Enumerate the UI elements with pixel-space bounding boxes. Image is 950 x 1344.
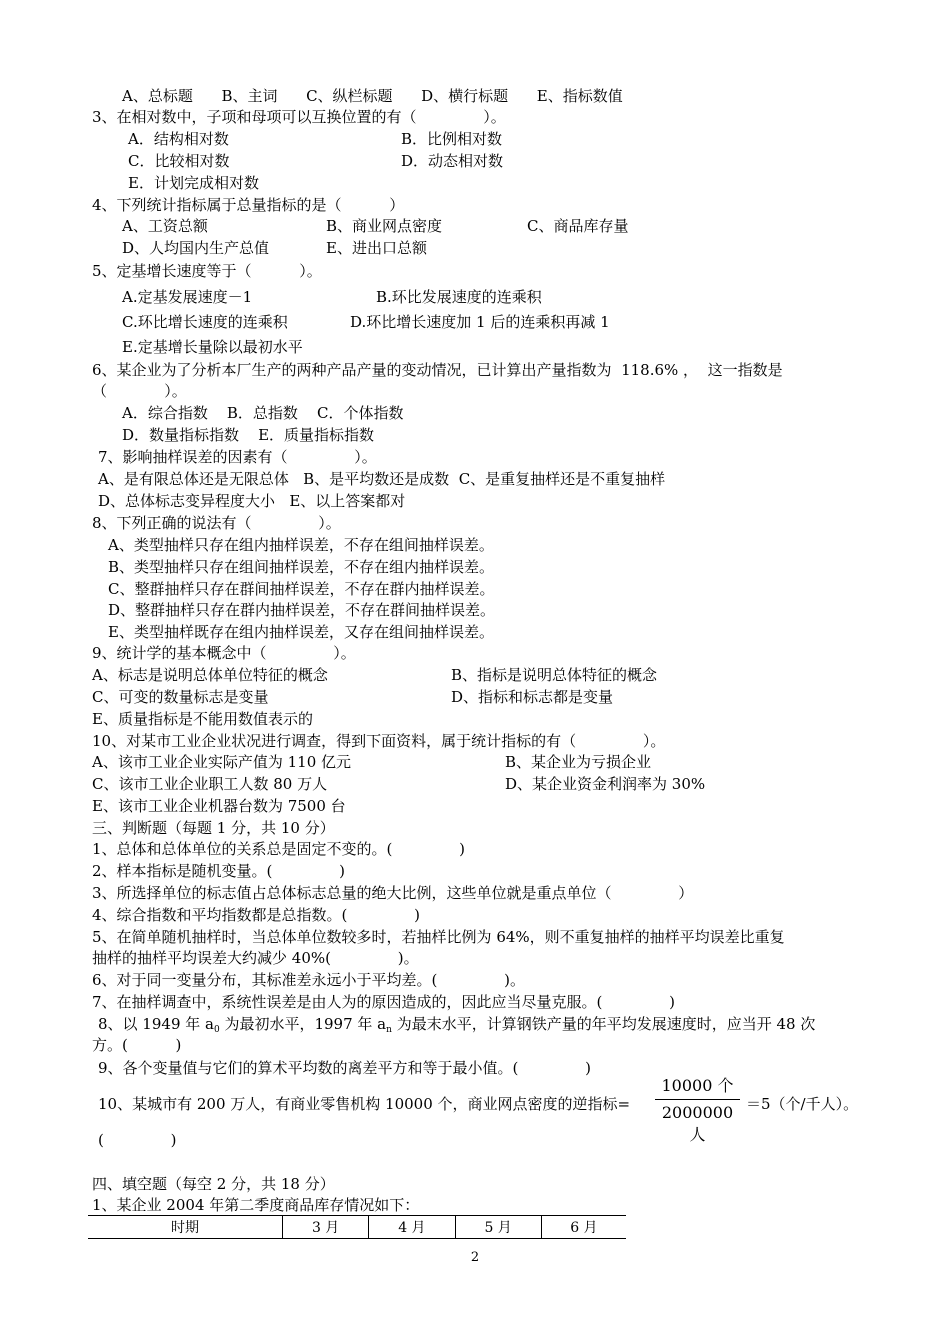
q4-option-d: D、人均国内生产总值 — [122, 239, 270, 257]
tf-10-result: ＝5（个/千人）。 — [746, 1095, 859, 1113]
fraction-numerator: 10000 个 — [655, 1073, 740, 1100]
q3-option-b: B．比例相对数 — [401, 130, 503, 148]
q10-stem: 10、对某市工业企业状况进行调查，得到下面资料，属于统计指标的有（ ）。 — [92, 732, 666, 750]
q8-option-c: C、整群抽样只存在群间抽样误差，不存在群内抽样误差。 — [108, 580, 495, 598]
table-header-cell: 时期 — [88, 1216, 283, 1239]
q9-option-a: A、标志是说明总体单位特征的概念 — [92, 666, 328, 684]
q6-options-1: A．综合指数 B．总指数 C．个体指数 — [122, 404, 404, 422]
q7-options-1: A、是有限总体还是无限总体 B、是平均数还是成数 C、是重复抽样还是不重复抽样 — [98, 470, 666, 488]
table-header-cell: 4 月 — [369, 1216, 455, 1239]
q9-option-b: B、指标是说明总体特征的概念 — [451, 666, 658, 684]
q7-options-2: D、总体标志变异程度大小 E、以上答案都对 — [98, 492, 406, 510]
q3-option-e: E．计划完成相对数 — [128, 174, 259, 192]
q5-option-c: C.环比增长速度的连乘积 — [122, 313, 288, 331]
tf-5-line1: 5、在简单随机抽样时，当总体单位数较多时，若抽样比例为 64%，则不重复抽样的抽样平均误差比重复 — [92, 928, 785, 946]
tf-10-text: 10、某城市有 200 万人，有商业零售机构 10000 个，商业网点密度的逆指标= — [98, 1095, 631, 1113]
tf-5-line2: 抽样的抽样平均误差大约减少 40%( )。 — [92, 949, 419, 967]
inventory-table — [88, 1215, 626, 1239]
tf-10-fraction — [655, 1073, 740, 1145]
table-header-cell: 3 月 — [283, 1216, 369, 1239]
q4-option-c: C、商品库存量 — [527, 217, 629, 235]
section-4-heading: 四、填空题（每空 2 分，共 18 分） — [92, 1175, 335, 1193]
q5-option-e: E.定基增长量除以最初水平 — [122, 338, 303, 356]
tf-7: 7、在抽样调查中，系统性误差是由人为的原因造成的，因此应当尽量克服。( ) — [92, 993, 676, 1011]
table-header-cell: 6 月 — [541, 1216, 626, 1239]
q10-option-e: E、该市工业企业机器台数为 7500 台 — [92, 797, 346, 815]
q3-option-c: C．比较相对数 — [128, 152, 230, 170]
q8-option-d: D、整群抽样只存在群内抽样误差，不存在群间抽样误差。 — [108, 601, 496, 619]
q5-option-a: A.定基发展速度－1 — [122, 288, 253, 306]
q8-option-b: B、类型抽样只存在组间抽样误差，不存在组内抽样误差。 — [108, 558, 495, 576]
q9-option-e: E、质量指标是不能用数值表示的 — [92, 710, 313, 728]
tf-2: 2、样本指标是随机变量。( ) — [92, 862, 346, 880]
q3-stem: 3、在相对数中，子项和母项可以互换位置的有（ ）。 — [92, 108, 506, 126]
tf-4: 4、综合指数和平均指数都是总指数。( ) — [92, 906, 421, 924]
q4-option-b: B、商业网点密度 — [326, 217, 443, 235]
q10-option-a: A、该市工业企业实际产值为 110 亿元 — [92, 753, 352, 771]
tf-8-line1: 8、以 1949 年 $a_0$ 为最初水平，1997 年 $a_n$ 为最末水平，计算钢铁产量的年平均发展速度时，应当开 48 次 — [98, 1015, 816, 1035]
q9-option-d: D、指标和标志都是变量 — [451, 688, 614, 706]
tf-3: 3、所选择单位的标志值占总体标志总量的绝大比例，这些单位就是重点单位（ ） — [92, 884, 694, 902]
q9-option-c: C、可变的数量标志是变量 — [92, 688, 269, 706]
q10-option-d: D、某企业资金利润率为 30% — [505, 775, 706, 793]
tf-6: 6、对于同一变量分布，其标准差永远小于平均差。( )。 — [92, 971, 526, 989]
q9-stem: 9、统计学的基本概念中（ ）。 — [92, 644, 356, 662]
q8-option-a: A、类型抽样只存在组内抽样误差，不存在组间抽样误差。 — [108, 536, 494, 554]
tf-1: 1、总体和总体单位的关系总是固定不变的。( ) — [92, 840, 466, 858]
q10-option-c: C、该市工业企业职工人数 80 万人 — [92, 775, 328, 793]
tf-8-line2: 方。( ) — [92, 1036, 182, 1054]
q5-option-d: D.环比增长速度加 1 后的连乘积再减 1 — [350, 313, 610, 331]
q7-stem: 7、影响抽样误差的因素有（ ）。 — [98, 448, 377, 466]
q3-option-d: D．动态相对数 — [401, 152, 504, 170]
table-header-cell: 5 月 — [455, 1216, 541, 1239]
q6-stem: 6、某企业为了分析本厂生产的两种产品产量的变动情况，已计算出产量指数为 118.6% ， 这一指数是 — [92, 361, 783, 379]
tf-9: 9、各个变量值与它们的算术平均数的离差平方和等于最小值。( ) — [98, 1059, 592, 1077]
q4-option-e: E、进出口总额 — [326, 239, 427, 257]
q8-stem: 8、下列正确的说法有（ ）。 — [92, 514, 341, 532]
q5-option-b: B.环比发展速度的连乘积 — [376, 288, 542, 306]
table-header-row — [88, 1216, 626, 1239]
q5-stem: 5、定基增长速度等于（ ）。 — [92, 262, 322, 280]
tf-10-blank: ( ) — [98, 1131, 177, 1149]
q4-option-a: A、工资总额 — [122, 217, 208, 235]
fraction-denominator: 2000000 人 — [661, 1103, 734, 1144]
page-number: 2 — [470, 1250, 480, 1265]
q3-option-a: A．结构相对数 — [128, 130, 229, 148]
q4-stem: 4、下列统计指标属于总量指标的是（ ） — [92, 196, 405, 214]
q2-options: A、总标题 B、主词 C、纵栏标题 D、横行标题 E、指标数值 — [122, 87, 623, 105]
fill-1-stem: 1、某企业 2004 年第二季度商品库存情况如下： — [92, 1196, 420, 1214]
q6-options-2: D．数量指标指数 E．质量指标指数 — [122, 426, 375, 444]
section-3-heading: 三、判断题（每题 1 分，共 10 分） — [92, 819, 335, 837]
q8-option-e: E、类型抽样既存在组内抽样误差，又存在组间抽样误差。 — [108, 623, 494, 641]
q10-option-b: B、某企业为亏损企业 — [505, 753, 652, 771]
q6-blank: （ ）。 — [92, 382, 187, 400]
